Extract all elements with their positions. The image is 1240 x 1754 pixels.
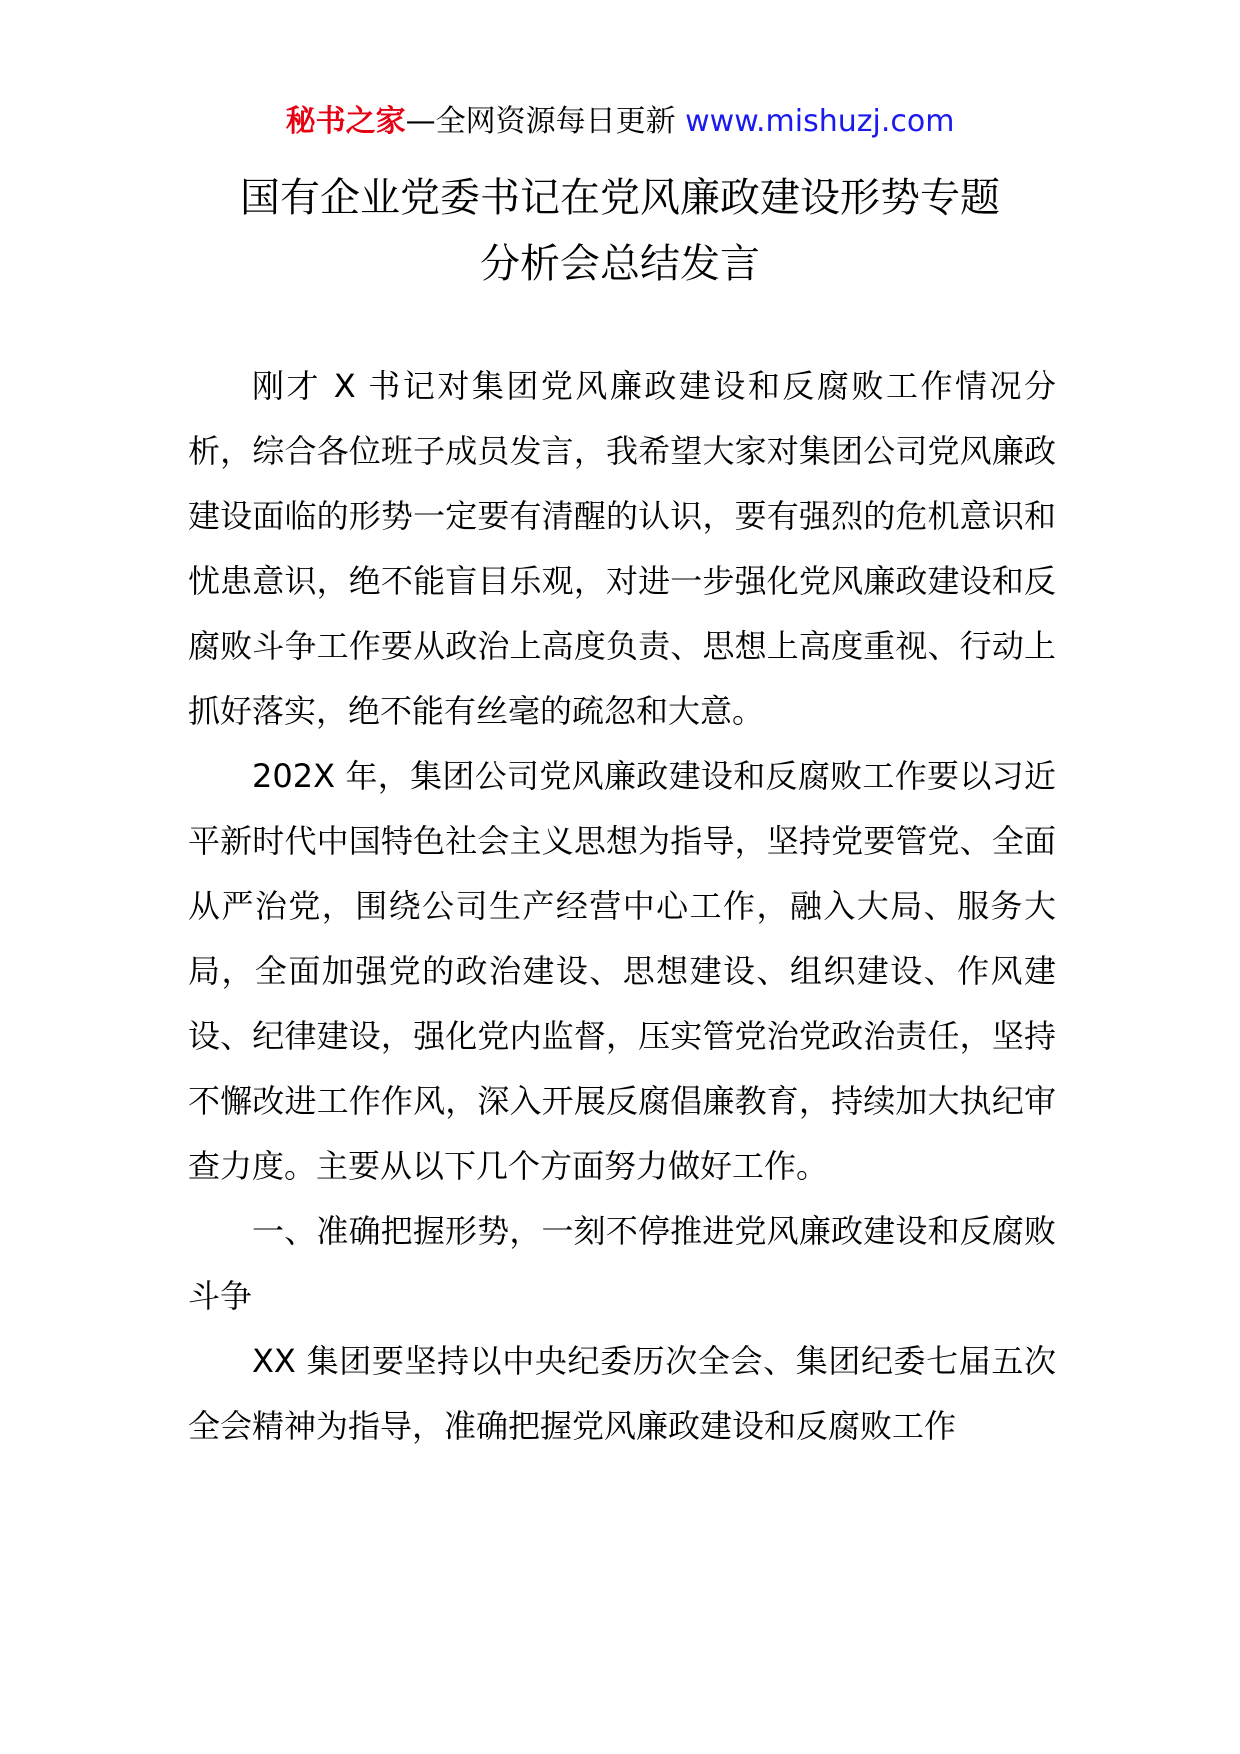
paragraph-2: 202X 年，集团公司党风廉政建设和反腐败工作要以习近平新时代中国特色社会主义思想为指导，坚持党要管党、全面从严治党，围绕公司生产经营中心工作，融入大局、服务大局，全面加强党的政治建设、思想建设、组织建设、作风建设、纪律建设，强化党内监督，压实管党治党政治责任，坚持不懈改进工作作风，深入开展反腐倡廉教育，持续加大执纪审查力度。主要从以下几个方面努力做好工作。 — [188, 757, 1056, 1185]
site-slogan: —全网资源每日更新 — [405, 104, 686, 139]
site-url-link[interactable]: www.mishuzj.com — [685, 104, 955, 139]
paragraph-3: XX 集团要坚持以中央纪委历次全会、集团纪委七届五次全会精神为指导，准确把握党风廉政建设和反腐败工作 — [188, 1342, 1056, 1445]
document-body — [188, 354, 1056, 1459]
document-title — [0, 165, 1240, 297]
paragraph-1: 刚才 X 书记对集团党风廉政建设和反腐败工作情况分析，综合各位班子成员发言，我希望大家对集团公司党风廉政建设面临的形势一定要有清醒的认识，要有强烈的危机意识和忧患意识，绝不能盲目乐观，对进一步强化党风廉政建设和反腐败斗争工作要从政治上高度负责、思想上高度重视、行动上抓好落实，绝不能有丝毫的疏忽和大意。 — [188, 367, 1056, 730]
site-brand: 秘书之家 — [285, 104, 406, 139]
section-heading-1: 一、准确把握形势，一刻不停推进党风廉政建设和反腐败斗争 — [188, 1212, 1056, 1315]
site-header — [0, 102, 1240, 142]
title-line-2: 分析会总结发言 — [480, 241, 760, 287]
title-line-1: 国有企业党委书记在党风廉政建设形势专题 — [240, 175, 1000, 221]
